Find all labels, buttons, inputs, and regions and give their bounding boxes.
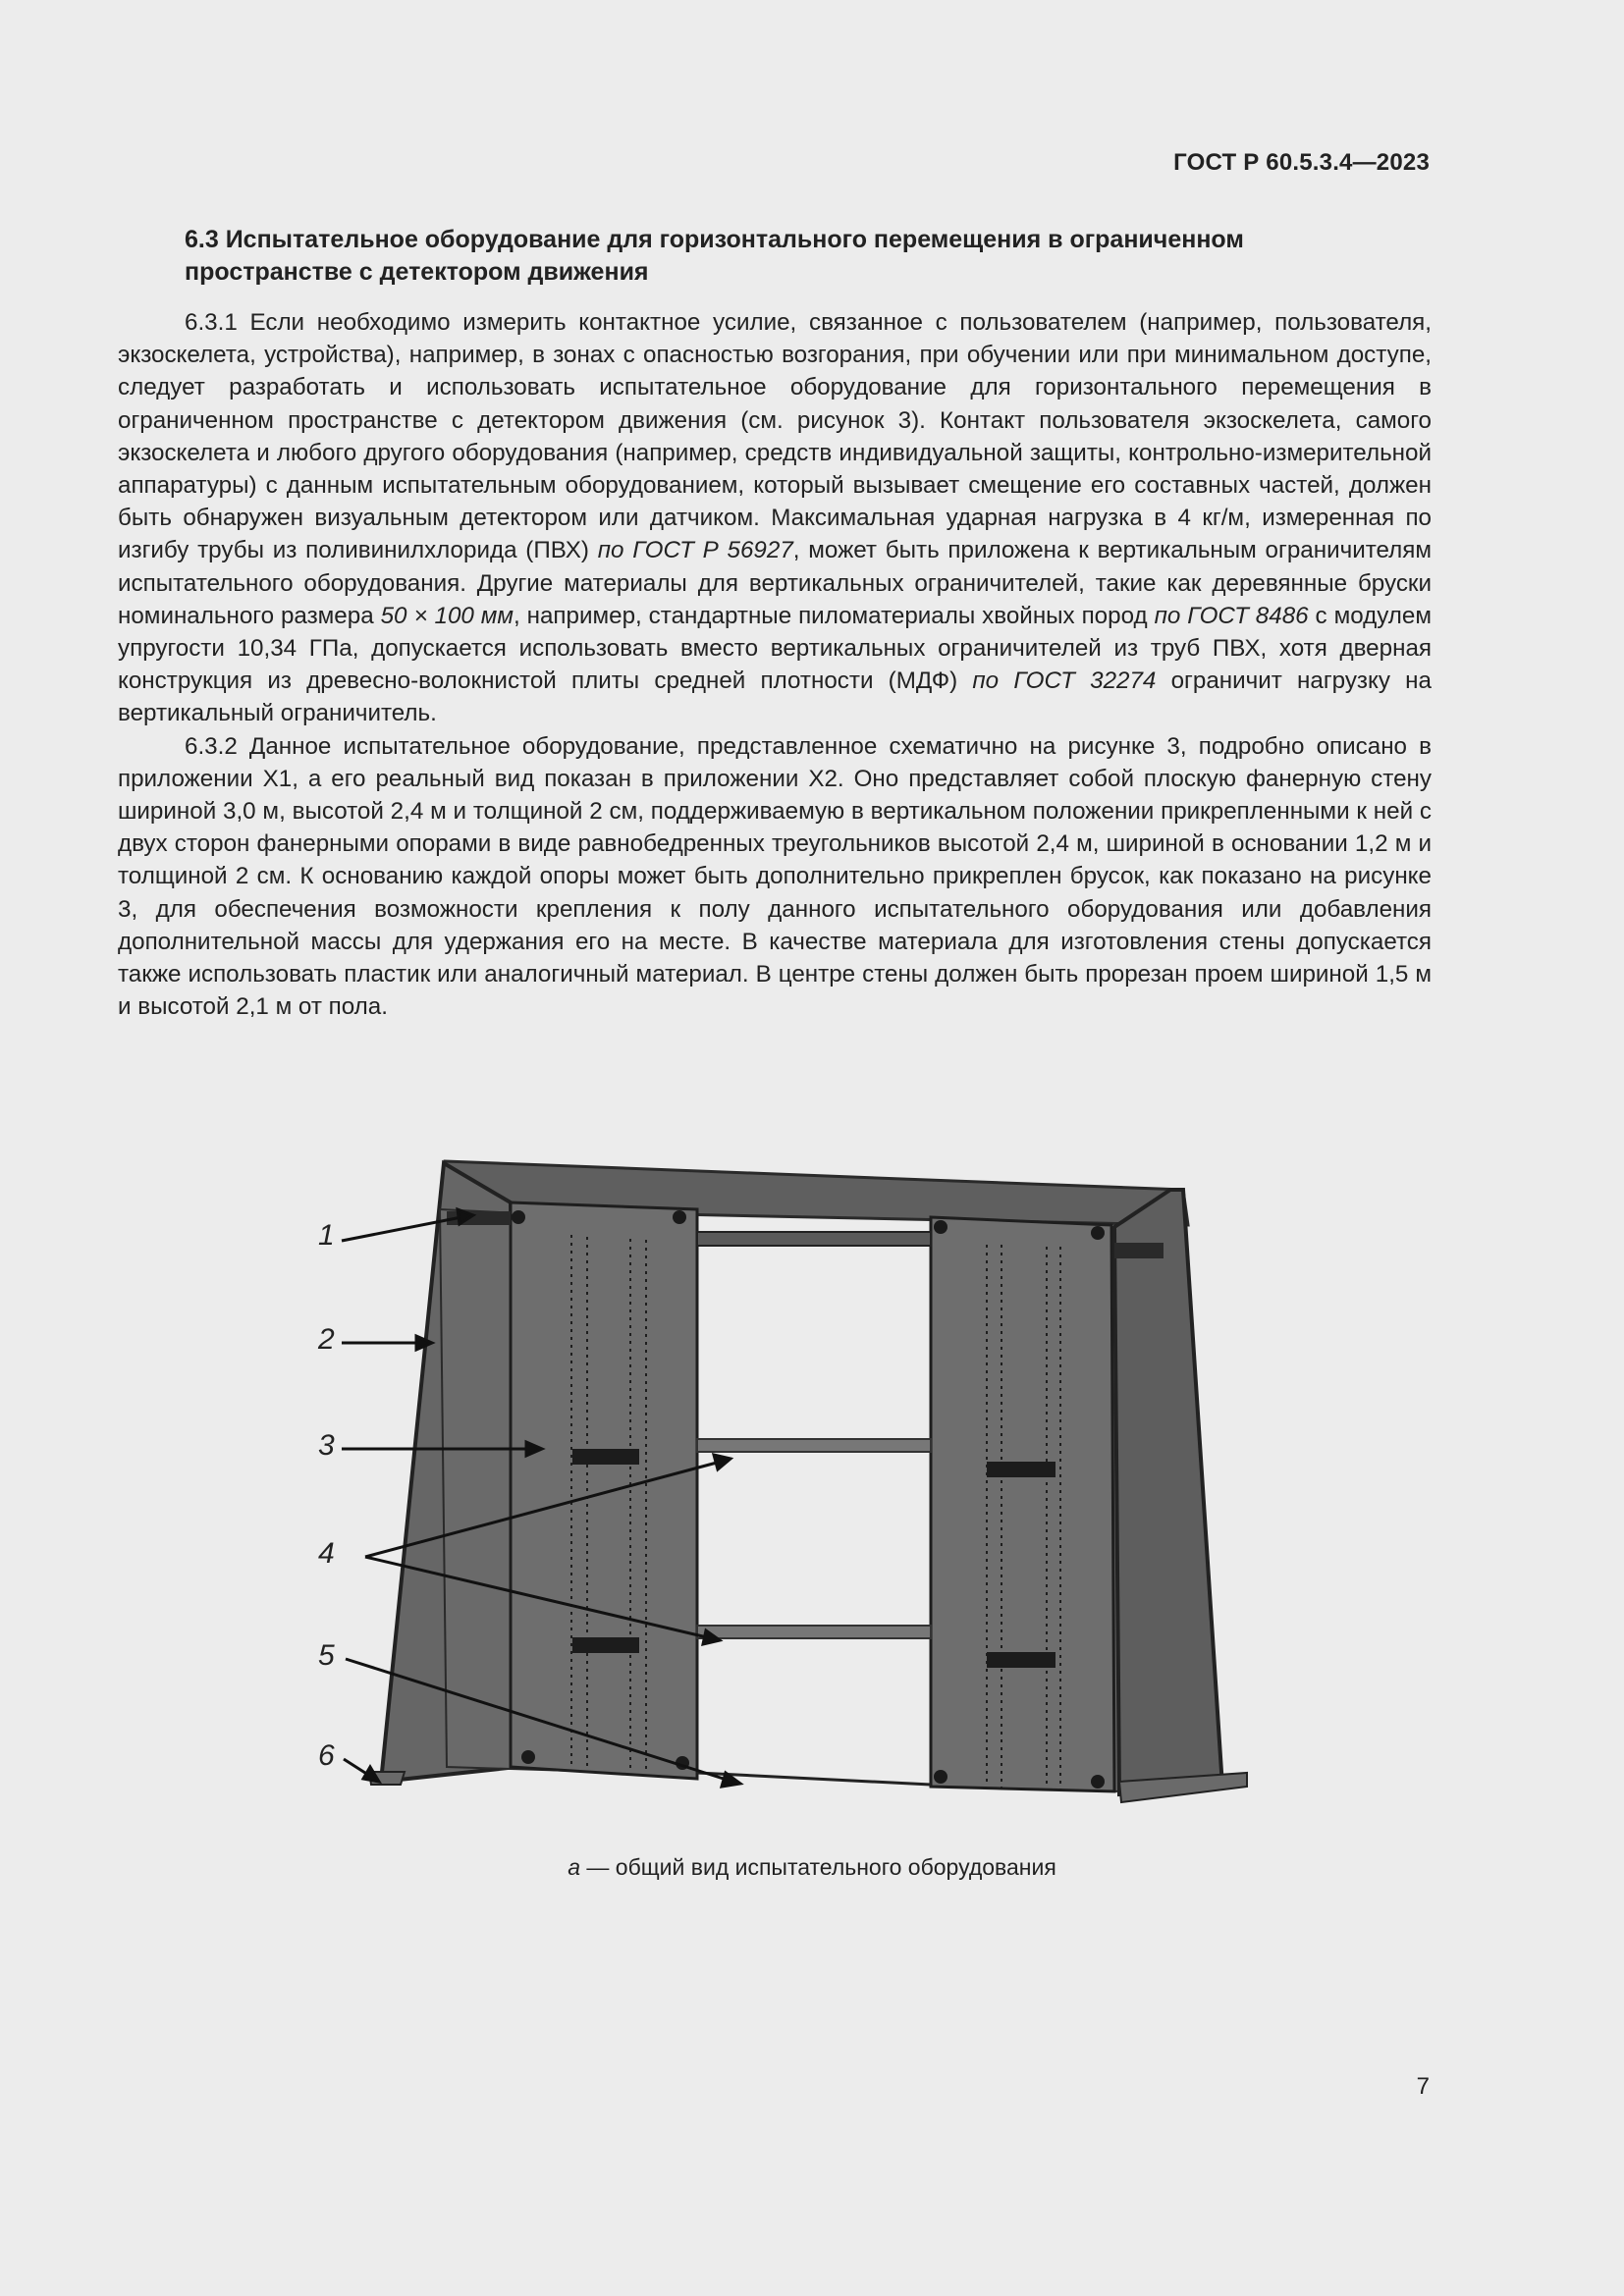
left-door-panel — [511, 1202, 697, 1779]
para1-text-2: , может быть приложена к вертикальным ограничителям испытательного оборудования. Другие материалы для вертикальных ограничителей, такие как деревянные бруски номинального размера — [118, 537, 1432, 629]
latch-right-lower — [987, 1652, 1056, 1668]
callout-1: 1 — [318, 1219, 335, 1252]
latch-right-upper — [987, 1462, 1056, 1477]
body-text — [118, 306, 1432, 1023]
lower-restrictor-bar — [697, 1626, 931, 1638]
caption-letter: а — [568, 1854, 580, 1880]
para1-standard-ref-3: по ГОСТ 32274 — [972, 667, 1157, 695]
para1-text-4: с модулем упругости 10,34 ГПа, допускается использовать вместо вертикальных ограничителей из труб ПВХ, хотя дверная конструкция из древесно-волокнистой плиты средней плотности (МДФ) — [118, 602, 1432, 695]
middle-restrictor-bar — [697, 1439, 931, 1452]
callout-4: 4 — [318, 1537, 335, 1570]
wall-opening — [697, 1227, 931, 1785]
section-heading-line1: 6.3 Испытательное оборудование для горизонтального перемещения в ограниченном — [185, 226, 1244, 253]
latch-left-lower — [572, 1637, 639, 1653]
para1-standard-ref-2: по ГОСТ 8486 — [1154, 602, 1309, 629]
callout-5: 5 — [318, 1639, 335, 1672]
callout-6: 6 — [318, 1739, 335, 1772]
para1-text-1: 6.3.1 Если необходимо измерить контактное усилие, связанное с пользователем (например, пользователя, экзоскелета, устройства), например, в зонах с опасностью возгорания, при обучении или при минимальном доступе, следует разработать и использовать испытательное оборудование для горизонтального перемещения в ограниченном пространстве с детектором движения (см. рисунок 3). Контакт пользователя экзоскелета, самого экзоскелета и любого другого оборудования (например, средств индивидуальной защиты, контрольно-измерительной аппаратуры) с данным испытательным оборудованием, который вызывает смещение его составных частей, должен быть обнаружен визуальным детектором или датчиком. Максимальная ударная нагрузка в 4 кг/м, измеренная по изгибу трубы из поливинилхлорида (ПВХ) — [118, 309, 1432, 564]
equipment-illustration — [295, 1148, 1267, 1816]
figure-3-equipment-drawing — [295, 1148, 1267, 1816]
section-heading — [185, 224, 1432, 289]
callout-3: 3 — [318, 1429, 335, 1462]
right-door-panel — [931, 1217, 1114, 1791]
document-id: ГОСТ Р 60.5.3.4—2023 — [1173, 149, 1430, 176]
paragraph-6-3-1 — [118, 306, 1432, 730]
para1-standard-ref-1: по ГОСТ Р 56927 — [597, 537, 793, 564]
paragraph-6-3-2: 6.3.2 Данное испытательное оборудование, представленное схематично на рисунке 3, подробно описано в приложении Х1, а его реальный вид показан в приложении Х2. Оно представляет собой плоскую фанерную стену шириной 3,0 м, высотой 2,4 м и толщиной 2 см, поддерживаемую в вертикальном положении прикрепленными к ней с двух сторон фанерными опорами в виде равнобедренных треугольников высотой 2,4 м, шириной в основании 1,2 м и толщиной 2 см. К основанию каждой опоры может быть дополнительно прикреплен брусок, как показано на рисунке 3, для обеспечения возможности крепления к полу данного испытательного оборудования или добавления дополнительной массы для удержания его на месте. В качестве материала для изготовления стены допускается также использовать пластик или аналогичный материал. В центре стены должен быть прорезан проем шириной 1,5 м и высотой 2,1 м от пола. — [118, 732, 1432, 1021]
para1-text-5: ограничит нагрузку на вертикальный ограничитель. — [118, 667, 1432, 727]
right-support — [1114, 1190, 1222, 1794]
para1-dimension: 50 × 100 мм — [380, 602, 514, 629]
section-heading-line2: пространстве с детектором движения — [185, 258, 649, 286]
callout-2: 2 — [318, 1323, 335, 1356]
page-number: 7 — [1416, 2073, 1430, 2100]
top-bar — [697, 1232, 931, 1246]
top-strap-right — [1114, 1243, 1164, 1258]
figure-caption — [0, 1854, 1624, 1881]
latch-left-upper — [572, 1449, 639, 1465]
caption-text: — общий вид испытательного оборудования — [580, 1854, 1056, 1880]
para1-text-3: , например, стандартные пиломатериалы хвойных пород — [513, 602, 1155, 629]
